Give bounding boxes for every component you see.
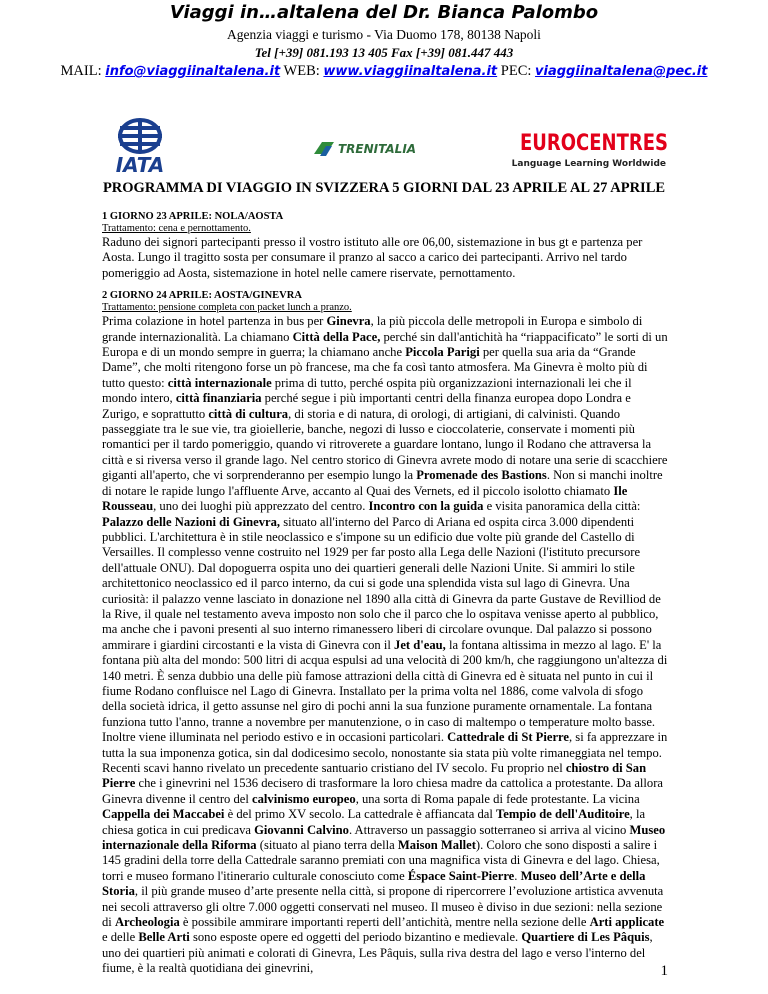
day-2-treatment: Trattamento: pensione completa con packet lunch a pranzo. <box>102 302 352 314</box>
agency-title: Viaggi in…altalena del Dr. Bianca Palombo <box>169 2 599 23</box>
agency-contacts <box>0 63 768 80</box>
mail-label: MAIL: <box>60 63 102 79</box>
itinerary <box>102 205 668 977</box>
trenitalia-logo <box>312 136 442 160</box>
eurocentres-logo <box>511 122 670 172</box>
iata-logo <box>100 116 180 176</box>
day-2-header: 2 GIORNO 24 APRILE: AOSTA/GINEVRA <box>102 290 302 302</box>
eurocentres-logo-text: EUROCENTRES <box>520 131 668 156</box>
day-1-description: Raduno dei signori partecipanti presso il vostro istituto alle ore 06,00, sistemazione in bus gt e partenza per Aosta. Lungo il tragitto sosta per consumare il pranzo al sacco a carico dei partecipanti. Arrivo nel tardo pomeriggio ad Aosta, sistemazione in hotel nelle camere riservate, pernottamento. <box>102 235 643 280</box>
trenitalia-logo-text: TRENITALIA <box>338 142 417 156</box>
program-title: PROGRAMMA DI VIAGGIO IN SVIZZERA 5 GIORNI DAL 23 APRILE AL 27 APRILE <box>102 180 666 196</box>
mail-link[interactable]: info@viaggiinaltalena.it <box>105 64 281 79</box>
iata-logo-text: IATA <box>115 153 165 177</box>
day-2-description: Prima colazione in hotel partenza in bus per Ginevra, la più piccola delle metropoli in Europa e simbolo di grande internazionalità. La chiamano Città della Pace, perché sin dall'antichità ha “riappacificato” le sorti di un Europa e di un mondo sempre in guerra; la chiamano anche Piccola Parigi per quella sua aria da “Grande Dame”, che molti ritengono forse un pò francese, ma che fa così tanto atmosfera. Ma Ginevra è molto più di tutto questo: città internazionale prima di tutto, perché ospita più organizzazioni internazionali lei che il mondo intero, città finanziaria perché segue i più importanti centri della finanza europea dopo Londra e Zurigo, e soprattutto città di cultura, di storia e di natura, di orologi, di artigiani, di calvinisti. Quando passeggiate tra le sue vie, tra gioiellerie, banche, negozi di lusso e cioccolaterie, conservate i momenti più romantici per il tardo pomeriggio, quando vi ritroverete a guardare lontano, lungo il Rodano che attraversa la città e si riversa verso il grande lago. Nel centro storico di Ginevra avrete modo di notare una serie di scacchiere giganti all'aperto, che vi sorprenderanno per esempio lungo la Promenade des Bastions. Non si manchi inoltre di notare le rapide lungo l'affluente Arve, accanto al Quai des Vernets, ed il piccolo isolotto chiamato Ile Rousseau, uno dei luoghi più apprezzato del centro. Incontro con la guida e visita panoramica della città: Palazzo delle Nazioni di Ginevra, situato all'interno del Parco di Ariana ed ospita circa 3.000 dipendenti pubblici. L'architettura è in stile neoclassico e s'impone su un edificio due volte più grande del Castello di Versailles. Il complesso venne costruito nel 1929 per far posto alla Lega delle Nazioni (l'istituto precursore dell'attuale ONU). Dal dopoguerra ospita uno dei quartieri generali delle Nazioni Unite. Si ammiri lo stile architettonico neoclassico ed il parco interno, da cui si gode una splendida vista sul lago di Ginevra. Una curiosità: il palazzo venne lasciato in donazione nel 1890 alla città di Ginevra da parte Gustave de Revilliod de la Rive, il quale nel testamento aveva imposto non solo che il parco che lo ospitava venisse aperto al pubblico, ma anche che i pavoni presenti al suo interno rimanessero liberi di circolare ovunque. Dal palazzo si possono ammirare i giardini circostanti e la vista di Ginevra con il Jet d'eau, la fontana altissima in mezzo al lago. E' la fontana più alta del mondo: 500 litri di acqua espulsi ad una velocità di 200 km/h, che raggiungono un'altezza di 140 metri. È senza dubbio una delle più famose attrazioni della città di Ginevra ed è situata nel punto in cui il fiume Rodano confluisce nel Lago di Ginevra. Installato per la prima volta nel 1886, come valvola di sfogo della società idrica, il getto assunse nel giro di pochi anni la sua funzione puramente ornamentale. La fontana funziona tutto l'anno, tranne a novembre per manutenzione, o in caso di maltempo o temperature molto basse. Inoltre viene illuminata nel periodo estivo e in occasioni particolari. Cattedrale di St Pierre, si fa apprezzare in tutta la sua imponenza gotica, sin dal dodicesimo secolo, nonostante sia stata più volte rimaneggiata nel tempo. Recenti scavi hanno rivelato un precedente santuario cristiano del IV secolo. Fu proprio nel chiostro di San Pierre che i ginevrini nel 1536 decisero di trasformare la loro chiesa madre da cattolica a protestante. Da allora Ginevra divenne il centro del calvinismo europeo, una sorta di Roma papale di fede protestante. La vicina Cappella dei Maccabei è del primo XV secolo. La cattedrale è affiancata dal Tempio de dell'Auditoire, la chiesa gotica in cui predicava Giovanni Calvino. Attraverso un passaggio sotterraneo si arriva al vicino Museo internazionale della Riforma (situato al piano terra della Maison Mallet). Coloro che sono disposti a salire i 145 gradini della torre della Cattedrale saranno premiati con una magnifica vista di Ginevra e del lago. Chiesa, torri e museo formano l'itinerario culturale conosciuto come Éspace Saint-Pierre. Museo dell’Arte e della Storia, il più grande museo d’arte presente nella città, si propone di ripercorrere l’evoluzione artistica avvenuta nei secoli attraverso gli oltre 7.000 oggetti conservati nel museo. Il museo è diviso in due sezioni: nella sezione di Archeologia è possibile ammirare importanti reperti dell’antichità, mentre nella sezione delle Arti applicate e delle Belle Arti sono esposte opere ed oggetti del periodo bizantino e medievale. Quartiere di Les Pâquis, uno dei quartieri più animati e colorati di Ginevra, Les Pâquis, sulla riva destra del lago e verso l'interno del fiume, è la realtà quotidiana dei ginevrini, <box>102 314 668 976</box>
day-1-header: 1 GIORNO 23 APRILE: NOLA/AOSTA <box>102 211 284 222</box>
pec-link[interactable]: viaggiinaltalena@pec.it <box>535 64 708 79</box>
eurocentres-tagline: Language Learning Worldwide <box>511 159 666 169</box>
web-label: WEB: <box>283 63 320 79</box>
agency-phone: Tel [+39] 081.193 13 405 Fax [+39] 081.447 443 <box>254 45 514 60</box>
agency-address: Agenzia viaggi e turismo - Via Duomo 178, 80138 Napoli <box>227 27 541 42</box>
day-1-treatment: Trattamento: cena e pernottamento. <box>102 223 251 234</box>
web-link[interactable]: www.viaggiinaltalena.it <box>323 64 498 79</box>
pec-label: PEC: <box>500 63 532 79</box>
page-number: 1 <box>660 963 668 979</box>
